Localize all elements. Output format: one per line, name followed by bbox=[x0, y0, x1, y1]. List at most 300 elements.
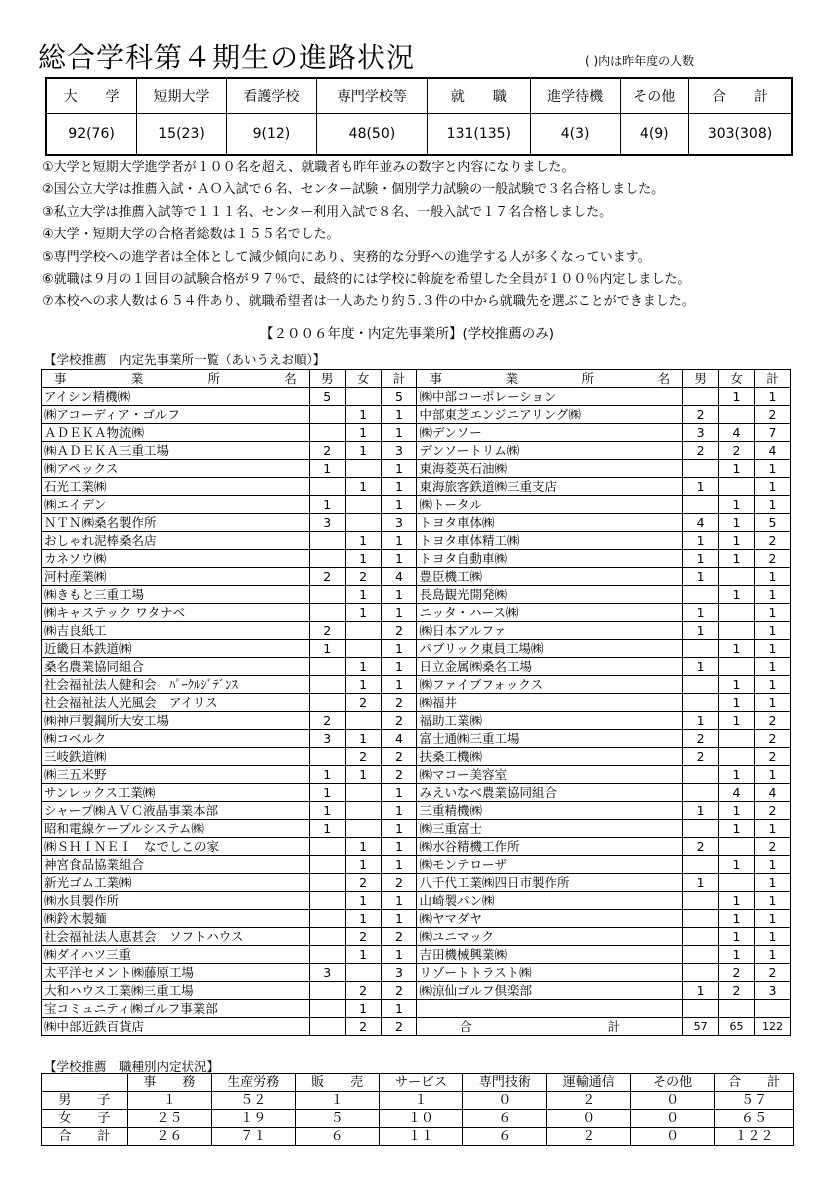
company-name: 東海旅客鉄道㈱三重支店 bbox=[417, 478, 683, 496]
table-row bbox=[42, 694, 791, 712]
job-value: ２ bbox=[547, 1092, 631, 1110]
count-t: 1 bbox=[381, 838, 417, 856]
company-name: ㈱日本アルファ bbox=[417, 622, 683, 640]
count-m bbox=[683, 892, 719, 910]
company-name: 昭和電線ケーブルシステム㈱ bbox=[42, 820, 310, 838]
job-value: ７１ bbox=[211, 1128, 295, 1146]
summary-header: 就 職 bbox=[428, 78, 531, 114]
count-m bbox=[309, 856, 345, 874]
count-t: 1 bbox=[754, 658, 790, 676]
section-subtitle: 【２００６年度・内定先事業所】(学校推薦のみ) bbox=[260, 326, 555, 342]
count-f bbox=[719, 838, 755, 856]
job-value: ５２ bbox=[211, 1092, 295, 1110]
table-row bbox=[42, 532, 791, 550]
count-t: 2 bbox=[381, 982, 417, 1000]
company-name: 吉田機械興業㈱ bbox=[417, 946, 683, 964]
job-header: 合 計 bbox=[715, 1074, 794, 1092]
count-f: 1 bbox=[719, 586, 755, 604]
count-t: 2 bbox=[754, 964, 790, 982]
count-t: 2 bbox=[381, 874, 417, 892]
count-f bbox=[345, 622, 381, 640]
total-f: 65 bbox=[719, 1018, 755, 1036]
job-value: １ bbox=[295, 1092, 379, 1110]
company-name: ㈱中部近鉄百貨店 bbox=[42, 1018, 310, 1036]
job-value: １ bbox=[379, 1092, 463, 1110]
count-f: 1 bbox=[345, 838, 381, 856]
company-name: ㈱ＳＨＩＮＥＩ なでしこの家 bbox=[42, 838, 310, 856]
count-t: 1 bbox=[754, 478, 790, 496]
count-m bbox=[683, 928, 719, 946]
company-name: 太平洋セメント㈱藤原工場 bbox=[42, 964, 310, 982]
count-t: 1 bbox=[381, 946, 417, 964]
count-m: 2 bbox=[683, 406, 719, 424]
count-m: 1 bbox=[683, 802, 719, 820]
company-name: ㈱水谷精機工作所 bbox=[417, 838, 683, 856]
count-t: 1 bbox=[754, 388, 790, 406]
count-f: 1 bbox=[719, 460, 755, 478]
count-m: 3 bbox=[309, 514, 345, 532]
count-t: 4 bbox=[381, 568, 417, 586]
job-header: 販 売 bbox=[295, 1074, 379, 1092]
count-f: 4 bbox=[719, 424, 755, 442]
table-row bbox=[42, 946, 791, 964]
count-f bbox=[719, 658, 755, 676]
summary-header: 短期大学 bbox=[137, 78, 227, 114]
count-f bbox=[719, 622, 755, 640]
count-f: 1 bbox=[719, 712, 755, 730]
count-t: 2 bbox=[754, 550, 790, 568]
count-t: 2 bbox=[754, 406, 790, 424]
total-label-right: 計 bbox=[607, 1018, 621, 1034]
count-m bbox=[683, 640, 719, 658]
count-t: 3 bbox=[754, 982, 790, 1000]
count-f: 1 bbox=[345, 730, 381, 748]
count-m: 1 bbox=[683, 604, 719, 622]
count-f: 1 bbox=[345, 856, 381, 874]
count-m bbox=[683, 946, 719, 964]
count-f bbox=[345, 964, 381, 982]
count-m: 1 bbox=[683, 658, 719, 676]
count-t: 2 bbox=[381, 712, 417, 730]
company-name: 八千代工業㈱四日市製作所 bbox=[417, 874, 683, 892]
company-name: ㈱三五米野 bbox=[42, 766, 310, 784]
count-f: 2 bbox=[345, 874, 381, 892]
table-row bbox=[42, 1018, 791, 1036]
table-row bbox=[42, 568, 791, 586]
count-m bbox=[309, 694, 345, 712]
count-f bbox=[345, 820, 381, 838]
summary-value: 92(76) bbox=[46, 114, 137, 156]
count-m bbox=[309, 406, 345, 424]
count-t: 1 bbox=[754, 586, 790, 604]
page-title: 総合学科第４期生の進路状況 bbox=[38, 41, 416, 74]
table-row bbox=[42, 460, 791, 478]
count-t: 1 bbox=[754, 820, 790, 838]
company-name: 中部東芝エンジニアリング㈱ bbox=[417, 406, 683, 424]
count-m bbox=[683, 910, 719, 928]
count-t: 1 bbox=[381, 586, 417, 604]
company-name: ㈱エイデン bbox=[42, 496, 310, 514]
count-m: 2 bbox=[309, 568, 345, 586]
company-name: トヨタ自動車㈱ bbox=[417, 550, 683, 568]
count-f: 1 bbox=[719, 388, 755, 406]
company-name: ㈱鈴木製麺 bbox=[42, 910, 310, 928]
count-t: 2 bbox=[381, 928, 417, 946]
company-name: 大和ハウス工業㈱三重工場 bbox=[42, 982, 310, 1000]
count-f: 2 bbox=[345, 694, 381, 712]
count-t: 2 bbox=[754, 838, 790, 856]
table-row bbox=[42, 928, 791, 946]
count-m bbox=[683, 388, 719, 406]
company-name: トヨタ車体㈱ bbox=[417, 514, 683, 532]
count-m bbox=[309, 910, 345, 928]
count-t: 1 bbox=[754, 892, 790, 910]
count-m: 1 bbox=[683, 568, 719, 586]
count-t: 1 bbox=[381, 1000, 417, 1018]
count-f bbox=[719, 1000, 755, 1018]
total-label-left: 合 bbox=[459, 1018, 472, 1034]
total-t: 122 bbox=[754, 1018, 790, 1036]
count-m bbox=[683, 820, 719, 838]
count-m bbox=[683, 586, 719, 604]
count-m bbox=[683, 460, 719, 478]
count-m bbox=[309, 946, 345, 964]
table-row bbox=[42, 910, 791, 928]
company-name: ㈱アコーディア・ゴルフ bbox=[42, 406, 310, 424]
header-male: 男 bbox=[683, 370, 719, 388]
table-row bbox=[42, 442, 791, 460]
total-label bbox=[417, 1018, 683, 1036]
count-t: 1 bbox=[381, 658, 417, 676]
count-m: 2 bbox=[309, 442, 345, 460]
count-f: 1 bbox=[719, 856, 755, 874]
job-value: １ bbox=[127, 1092, 211, 1110]
company-name-header bbox=[42, 370, 310, 388]
count-t: 1 bbox=[754, 946, 790, 964]
count-f: 1 bbox=[719, 694, 755, 712]
count-m: 1 bbox=[683, 532, 719, 550]
count-m: 5 bbox=[309, 388, 345, 406]
company-name: 扶桑工機㈱ bbox=[417, 748, 683, 766]
job-type-heading: 【学校推薦 職種別内定状況】 bbox=[44, 1059, 220, 1074]
company-list-heading: 【学校推薦 内定先事業所一覧（あいうえお順）】 bbox=[44, 352, 326, 367]
count-m: 1 bbox=[683, 478, 719, 496]
count-t: 3 bbox=[381, 442, 417, 460]
summary-table bbox=[45, 77, 793, 156]
count-f: 1 bbox=[719, 676, 755, 694]
header-char: 名 bbox=[657, 370, 671, 386]
company-name: ㈱ユニマック bbox=[417, 928, 683, 946]
count-f: 1 bbox=[345, 658, 381, 676]
count-t: 3 bbox=[381, 964, 417, 982]
company-name: リゾートトラスト㈱ bbox=[417, 964, 683, 982]
count-t: 1 bbox=[381, 604, 417, 622]
count-f bbox=[719, 478, 755, 496]
count-m bbox=[309, 658, 345, 676]
company-name: ㈱神戸製鋼所大安工場 bbox=[42, 712, 310, 730]
count-t: 5 bbox=[381, 388, 417, 406]
table-row bbox=[42, 406, 791, 424]
count-t: 2 bbox=[754, 802, 790, 820]
company-name: 山崎製パン㈱ bbox=[417, 892, 683, 910]
count-t: 1 bbox=[381, 550, 417, 568]
company-name: ㈱マコー美容室 bbox=[417, 766, 683, 784]
count-f bbox=[345, 460, 381, 478]
table-row bbox=[42, 424, 791, 442]
company-name: 新光ゴム工業㈱ bbox=[42, 874, 310, 892]
count-m: 1 bbox=[683, 550, 719, 568]
count-t: 1 bbox=[381, 496, 417, 514]
company-name: 河村産業㈱ bbox=[42, 568, 310, 586]
count-f bbox=[345, 802, 381, 820]
job-value: ０ bbox=[547, 1110, 631, 1128]
count-f bbox=[719, 568, 755, 586]
count-f: 1 bbox=[719, 910, 755, 928]
company-name: ㈱コベルク bbox=[42, 730, 310, 748]
count-f: 1 bbox=[345, 550, 381, 568]
table-row bbox=[42, 874, 791, 892]
job-value: １２２ bbox=[715, 1128, 794, 1146]
previous-year-note: ( )内は昨年度の人数 bbox=[585, 54, 695, 68]
total-m: 57 bbox=[683, 1018, 719, 1036]
company-name: サンレックス工業㈱ bbox=[42, 784, 310, 802]
notes-list bbox=[42, 157, 695, 314]
table-row bbox=[42, 658, 791, 676]
note-line: ②国公立大学は推薦入試・ＡＯ入試で６名、センター試験・個別学力試験の一般試験で３名合格しました。 bbox=[42, 182, 665, 198]
summary-value: 4(3) bbox=[530, 114, 620, 156]
table-row bbox=[42, 478, 791, 496]
company-name: ㈱トータル bbox=[417, 496, 683, 514]
company-name: ㈱水貝製作所 bbox=[42, 892, 310, 910]
company-name: 三岐鉄道㈱ bbox=[42, 748, 310, 766]
count-t: 1 bbox=[754, 694, 790, 712]
note-line: ④大学・短期大学の合格者総数は１５５名でした。 bbox=[42, 227, 340, 243]
company-name: ＮＴＮ㈱桑名製作所 bbox=[42, 514, 310, 532]
count-f bbox=[345, 712, 381, 730]
count-t: 2 bbox=[381, 1018, 417, 1036]
count-m: 1 bbox=[683, 874, 719, 892]
company-name bbox=[417, 1000, 683, 1018]
company-name: トヨタ車体精工㈱ bbox=[417, 532, 683, 550]
note-line: ⑥就職は９月の１回目の試験合格が９７％で、最終的には学校に斡旋を希望した全員が１００％内定しました。 bbox=[42, 272, 691, 288]
count-f: 1 bbox=[719, 496, 755, 514]
count-t: 4 bbox=[754, 784, 790, 802]
company-name: ㈱三重富士 bbox=[417, 820, 683, 838]
count-m bbox=[309, 748, 345, 766]
count-m bbox=[683, 1000, 719, 1018]
count-f: 2 bbox=[719, 442, 755, 460]
company-name: パブリック東員工場㈱ bbox=[417, 640, 683, 658]
table-row bbox=[42, 514, 791, 532]
company-name: ㈱ヤマダヤ bbox=[417, 910, 683, 928]
count-m bbox=[309, 982, 345, 1000]
table-row bbox=[42, 982, 791, 1000]
count-f: 1 bbox=[719, 802, 755, 820]
count-f: 1 bbox=[345, 424, 381, 442]
header-char: 業 bbox=[505, 370, 519, 386]
summary-header: その他 bbox=[620, 78, 689, 114]
header-char: 名 bbox=[284, 370, 297, 386]
summary-value: 48(50) bbox=[316, 114, 427, 156]
count-t: 1 bbox=[381, 424, 417, 442]
table-row bbox=[42, 388, 791, 406]
count-t: 1 bbox=[381, 478, 417, 496]
count-f: 1 bbox=[345, 604, 381, 622]
count-f: 1 bbox=[345, 478, 381, 496]
job-value: ０ bbox=[631, 1128, 715, 1146]
count-t: 1 bbox=[754, 874, 790, 892]
count-m: 1 bbox=[309, 802, 345, 820]
header-total: 計 bbox=[381, 370, 417, 388]
count-f: 2 bbox=[345, 568, 381, 586]
note-line: ③私立大学は推薦入試等で１１１名、センター利用入試で８名、一般入試で１７名合格しました。 bbox=[42, 204, 613, 220]
count-m: 1 bbox=[309, 640, 345, 658]
count-f: 1 bbox=[345, 532, 381, 550]
count-f: 2 bbox=[345, 928, 381, 946]
count-f: 1 bbox=[345, 946, 381, 964]
job-value: １１ bbox=[379, 1128, 463, 1146]
count-t: 1 bbox=[381, 784, 417, 802]
count-t: 4 bbox=[754, 442, 790, 460]
company-name: 日立金属㈱桑名工場 bbox=[417, 658, 683, 676]
job-row bbox=[42, 1128, 794, 1146]
job-header: 事 務 bbox=[127, 1074, 211, 1092]
company-name: ㈱ダイハツ三重 bbox=[42, 946, 310, 964]
note-line: ①大学と短期大学進学者が１００名を超え、就職者も昨年並みの数字と内容になりました。 bbox=[42, 160, 575, 175]
job-value: ０ bbox=[631, 1110, 715, 1128]
company-name: ㈱モンテローザ bbox=[417, 856, 683, 874]
count-m: 1 bbox=[309, 820, 345, 838]
company-name: 社会福祉法人健和会 ﾊﾟｰｸﾙｼﾞﾃﾞﾝｽ bbox=[42, 676, 310, 694]
count-m bbox=[309, 550, 345, 568]
summary-header: 看護学校 bbox=[226, 78, 316, 114]
count-t: 1 bbox=[754, 766, 790, 784]
count-m: 1 bbox=[309, 766, 345, 784]
count-m bbox=[309, 838, 345, 856]
job-value: ６ bbox=[295, 1128, 379, 1146]
company-name: アイシン精機㈱ bbox=[42, 388, 310, 406]
table-row bbox=[42, 784, 791, 802]
job-value: ２６ bbox=[127, 1128, 211, 1146]
count-m: 1 bbox=[683, 622, 719, 640]
table-row bbox=[42, 496, 791, 514]
count-f: 2 bbox=[719, 964, 755, 982]
company-name: 長島観光開発㈱ bbox=[417, 586, 683, 604]
count-t: 1 bbox=[754, 568, 790, 586]
company-name: ㈱アペックス bbox=[42, 460, 310, 478]
header-char: 業 bbox=[130, 370, 144, 386]
job-value: ６５ bbox=[715, 1110, 794, 1128]
count-t: 3 bbox=[381, 514, 417, 532]
job-value: ２５ bbox=[127, 1110, 211, 1128]
count-f: 1 bbox=[345, 676, 381, 694]
count-m bbox=[683, 766, 719, 784]
count-t: 1 bbox=[381, 460, 417, 478]
table-row bbox=[42, 766, 791, 784]
count-f: 1 bbox=[719, 550, 755, 568]
count-f: 1 bbox=[719, 892, 755, 910]
count-f: 2 bbox=[345, 748, 381, 766]
table-row bbox=[42, 712, 791, 730]
job-header: 運輸通信 bbox=[547, 1074, 631, 1092]
summary-value: 4(9) bbox=[620, 114, 689, 156]
count-m: 1 bbox=[683, 982, 719, 1000]
count-t: 1 bbox=[754, 856, 790, 874]
company-name: 近畿日本鉄道㈱ bbox=[42, 640, 310, 658]
header-female: 女 bbox=[345, 370, 381, 388]
summary-value: 15(23) bbox=[137, 114, 227, 156]
table-row bbox=[42, 856, 791, 874]
count-t: 2 bbox=[754, 712, 790, 730]
header-char: 事 bbox=[429, 370, 442, 386]
header-char: 事 bbox=[54, 370, 67, 386]
table-row bbox=[42, 892, 791, 910]
job-header: サービス bbox=[379, 1074, 463, 1092]
count-f: 1 bbox=[719, 928, 755, 946]
summary-header: 合 計 bbox=[689, 78, 792, 114]
count-f: 1 bbox=[345, 1000, 381, 1018]
count-t: 1 bbox=[381, 676, 417, 694]
company-name: 豊臣機工㈱ bbox=[417, 568, 683, 586]
count-t: 2 bbox=[381, 694, 417, 712]
count-m: 3 bbox=[309, 964, 345, 982]
count-m: 2 bbox=[683, 838, 719, 856]
table-row bbox=[42, 1000, 791, 1018]
company-name: 石光工業㈱ bbox=[42, 478, 310, 496]
count-t: 1 bbox=[381, 892, 417, 910]
table-row bbox=[42, 820, 791, 838]
count-t: 1 bbox=[754, 604, 790, 622]
count-m bbox=[309, 1000, 345, 1018]
count-f: 1 bbox=[719, 946, 755, 964]
count-t: 2 bbox=[754, 748, 790, 766]
count-f: 1 bbox=[719, 766, 755, 784]
count-t: 2 bbox=[381, 748, 417, 766]
company-name: 社会福祉法人恵甚会 ソフトハウス bbox=[42, 928, 310, 946]
count-m bbox=[683, 784, 719, 802]
count-m: 4 bbox=[683, 514, 719, 532]
company-table bbox=[41, 369, 791, 1036]
count-m bbox=[309, 586, 345, 604]
count-m: 2 bbox=[309, 622, 345, 640]
job-header: 生産労務 bbox=[211, 1074, 295, 1092]
count-m: 2 bbox=[683, 730, 719, 748]
count-t: 2 bbox=[754, 730, 790, 748]
job-value: ５ bbox=[295, 1110, 379, 1128]
count-t: 4 bbox=[381, 730, 417, 748]
count-t: 1 bbox=[754, 496, 790, 514]
company-name: 三重精機㈱ bbox=[417, 802, 683, 820]
summary-value: 303(308) bbox=[689, 114, 792, 156]
count-m bbox=[683, 496, 719, 514]
count-t: 1 bbox=[754, 928, 790, 946]
count-m: 3 bbox=[309, 730, 345, 748]
count-t: 1 bbox=[381, 856, 417, 874]
table-row bbox=[42, 586, 791, 604]
count-m bbox=[683, 694, 719, 712]
count-f bbox=[345, 496, 381, 514]
header-char: 所 bbox=[581, 370, 595, 386]
company-name: ㈱ＡＤＥＫＡ三重工場 bbox=[42, 442, 310, 460]
company-name: 富士通㈱三重工場 bbox=[417, 730, 683, 748]
count-m bbox=[309, 874, 345, 892]
count-m: 1 bbox=[309, 496, 345, 514]
count-f bbox=[719, 748, 755, 766]
job-header: 専門技術 bbox=[463, 1074, 547, 1092]
company-name-header bbox=[417, 370, 683, 388]
summary-header: 大 学 bbox=[46, 78, 137, 114]
count-t: 7 bbox=[754, 424, 790, 442]
